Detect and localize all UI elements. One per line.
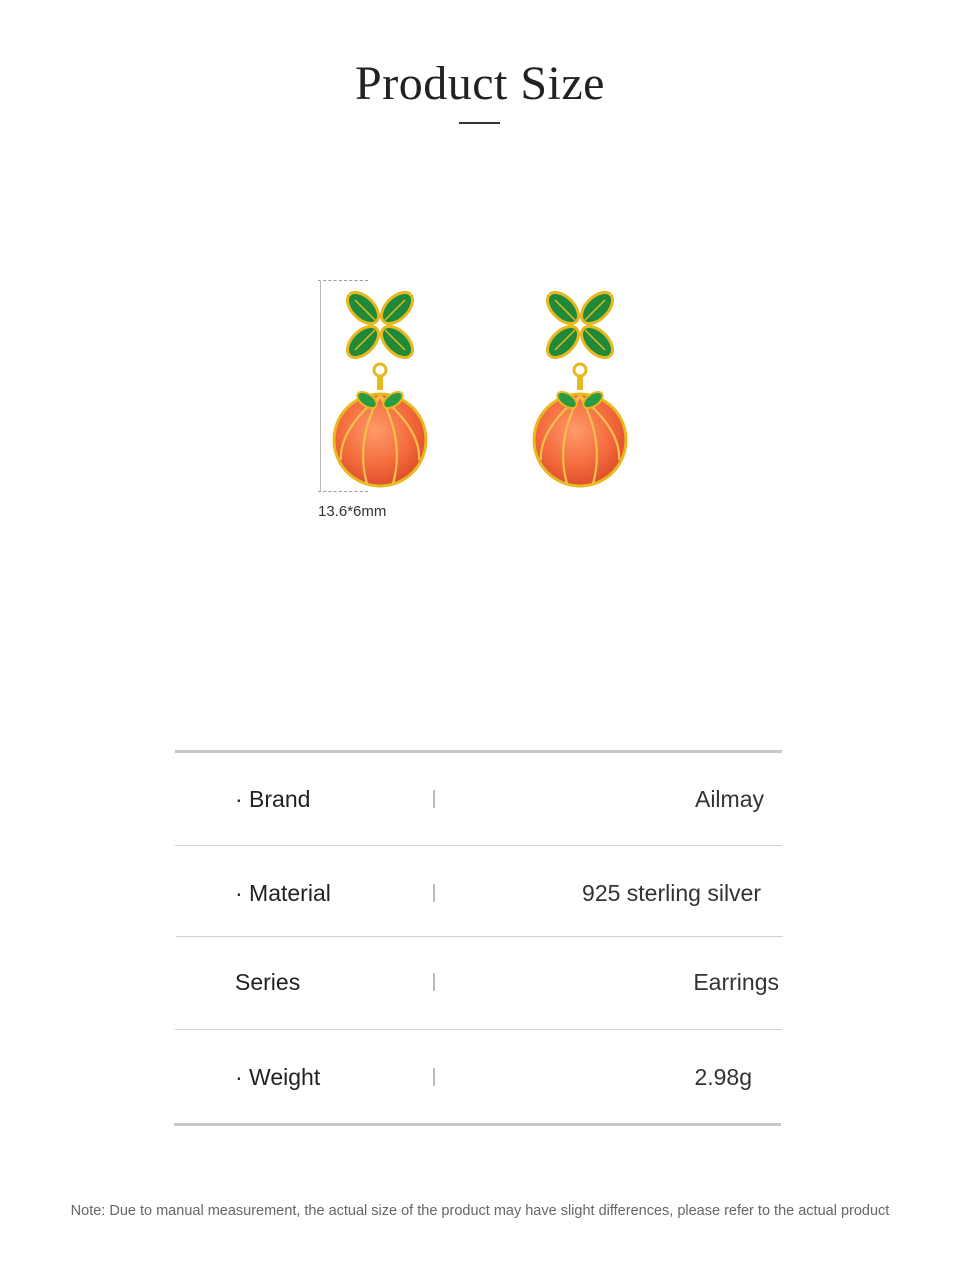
spec-separator [433,973,435,991]
row-divider [175,845,782,846]
row-divider [175,1029,782,1030]
spec-label: · Weight [235,1064,321,1090]
spec-separator [433,1068,435,1086]
spec-label: · Material [235,880,331,906]
table-bottom-rule [174,1123,781,1126]
measurement-note: Note: Due to manual measurement, the actual size of the product may have slight differences, please refer to the actual product [70,1203,890,1219]
spec-value: Earrings [693,969,779,995]
spec-separator [433,884,435,902]
page-title: Product Size [355,57,605,110]
spec-label: Series [235,969,301,995]
dimension-label: 13.6*6mm [318,503,387,520]
spec-separator [433,790,435,808]
spec-value: 2.98g [694,1064,752,1090]
spec-label: · Brand [235,786,311,812]
dimension-vertical-line [320,280,321,491]
spec-value: Ailmay [694,786,764,812]
table-top-rule [175,750,782,753]
row-divider [176,936,783,937]
title-underline [459,122,500,124]
spec-value: 925 sterling silver [582,880,761,906]
earring-image-left [325,280,435,520]
earring-image-right [525,280,635,520]
